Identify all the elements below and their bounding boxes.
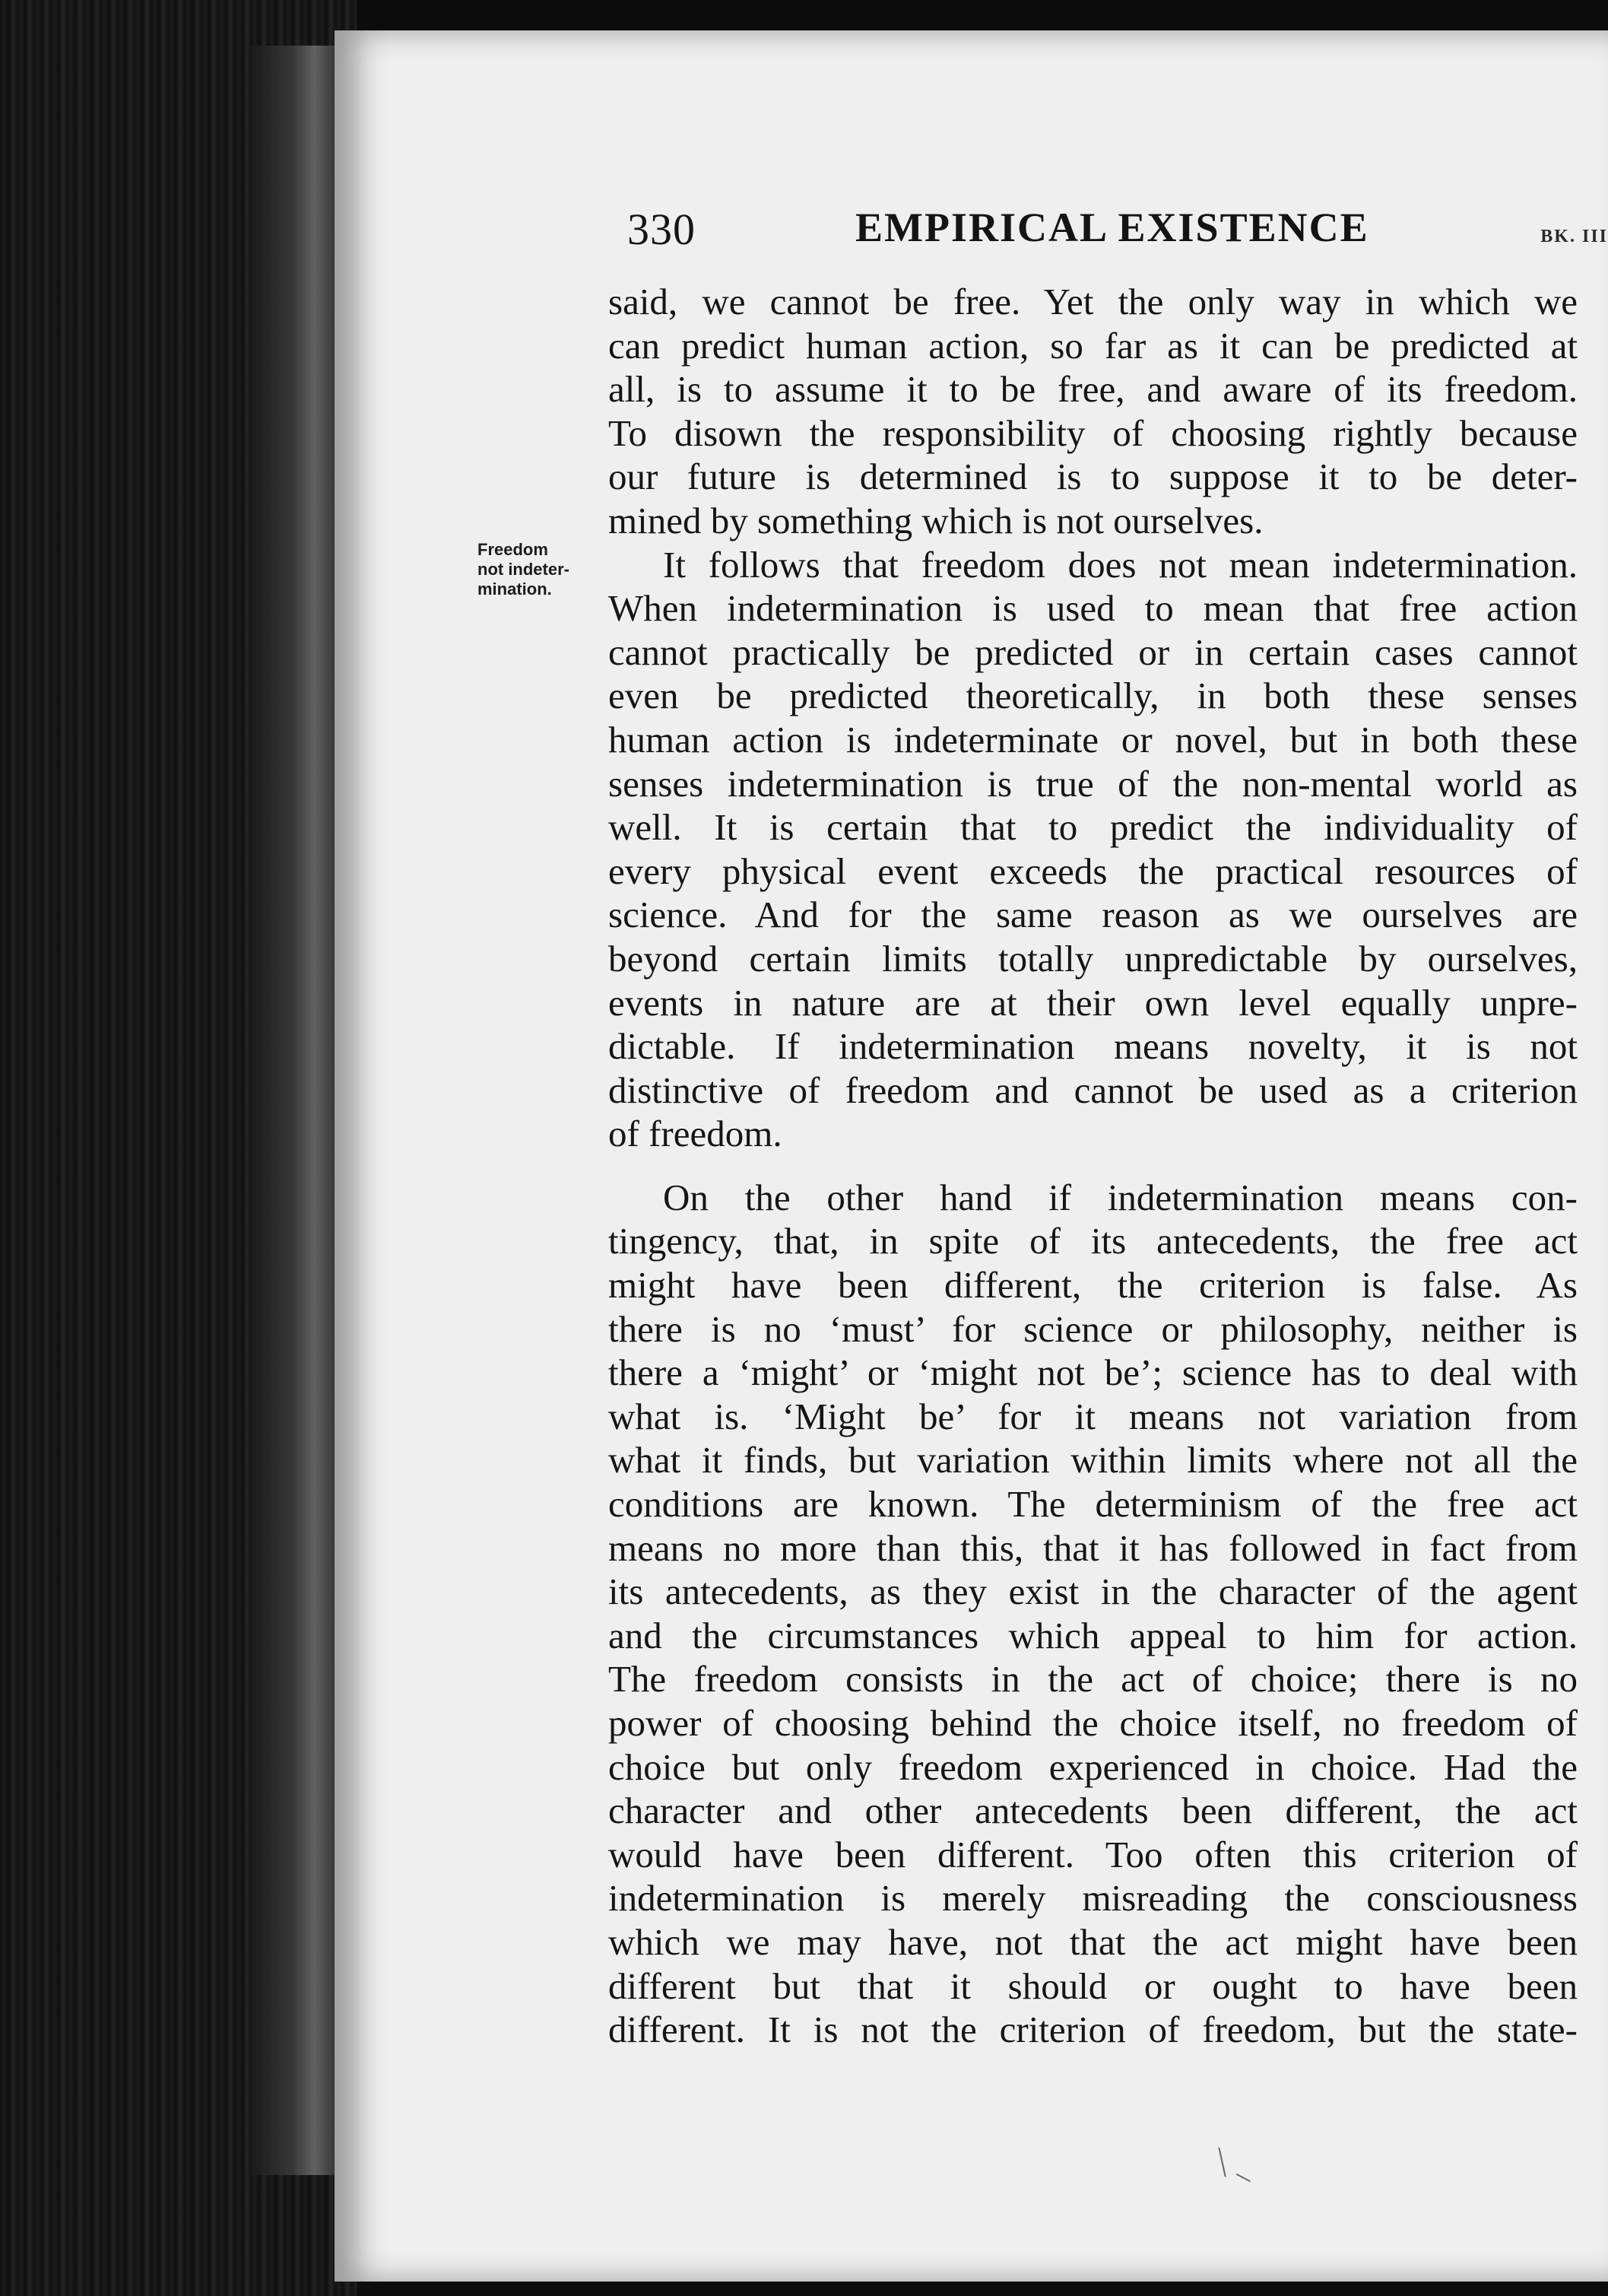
text-line: character and other antecedents been different, the act	[608, 1789, 1578, 1832]
text-line: mined by something which is not ourselves.	[608, 499, 1264, 541]
text-line: different but that it should or ought to have been	[608, 1964, 1578, 2007]
page-header	[627, 204, 1608, 272]
text-line: all, is to assume it to be free, and aware of its freedom.	[608, 368, 1578, 411]
book-marker: BK. III	[1540, 227, 1608, 246]
text-line: can predict human action, so far as it can be predicted at	[608, 324, 1578, 367]
text-line: what is. ‘Might be’ for it means not variation from	[608, 1395, 1578, 1437]
text-line: It follows that freedom does not mean indetermination.	[663, 543, 1578, 586]
text-line: of freedom.	[608, 1113, 782, 1155]
text-line: human action is indeterminate or novel, but in both these	[608, 718, 1578, 761]
text-line: beyond certain limits totally unpredictable by ourselves,	[608, 937, 1578, 980]
margin-note-line: mination.	[477, 580, 552, 599]
paragraph	[608, 1176, 1578, 2052]
text-line: On the other hand if indetermination means con-	[663, 1176, 1578, 1218]
text-line: cannot practically be predicted or in certain cases cannot	[608, 630, 1578, 673]
text-line: distinctive of freedom and cannot be used as a criterion	[608, 1069, 1578, 1111]
text-line: dictable. If indetermination means novelty, it is not	[608, 1025, 1578, 1068]
page-number: 330	[627, 205, 696, 254]
text-line: its antecedents, as they exist in the character of the agent	[608, 1570, 1578, 1613]
body-text	[608, 280, 1578, 2052]
text-line: conditions are known. The determinism of the free act	[608, 1483, 1578, 1526]
text-line: different. It is not the criterion of freedom, but the state-	[608, 2009, 1578, 2051]
text-line: would have been different. Too often this criterion of	[608, 1833, 1578, 1875]
text-line: and the circumstances which appeal to him for action.	[608, 1614, 1578, 1656]
text-line: events in nature are at their own level equally unpre-	[608, 981, 1578, 1024]
text-line: might have been different, the criterion is false. As	[608, 1264, 1578, 1307]
text-line: our future is determined is to suppose it to be deter-	[608, 456, 1578, 498]
text-line: choice but only freedom experienced in choice. Had the	[608, 1745, 1578, 1788]
text-line: tingency, that, in spite of its antecedents, the free act	[608, 1220, 1578, 1262]
text-line: power of choosing behind the choice itself, no freedom of	[608, 1702, 1578, 1744]
text-line: science. And for the same reason as we ourselves are	[608, 894, 1578, 936]
text-line: even be predicted theoretically, in both these senses	[608, 675, 1578, 717]
paragraph	[608, 280, 1578, 543]
text-line: well. It is certain that to predict the individuality of	[608, 806, 1578, 849]
margin-note-line: not indeter-	[477, 560, 569, 579]
paragraph-gap	[608, 1156, 1578, 1176]
text-line: what it finds, but variation within limits where not all the	[608, 1439, 1578, 1481]
text-line: When indetermination is used to mean that free action	[608, 587, 1578, 630]
text-line: To disown the responsibility of choosing rightly because	[608, 411, 1578, 454]
paragraph	[608, 543, 1578, 1156]
book-page-edge	[0, 0, 357, 2296]
text-line: indetermination is merely misreading the consciousness	[608, 1877, 1578, 1920]
margin-note	[477, 540, 607, 599]
ink-mark: ⟍ ‒	[1204, 2142, 1260, 2194]
text-line: said, we cannot be free. Yet the only way in which we	[608, 281, 1578, 322]
text-line: there a ‘might’ or ‘might not be’; science has to deal with	[608, 1351, 1578, 1394]
text-line: The freedom consists in the act of choice; there is no	[608, 1658, 1578, 1701]
text-line: which we may have, not that the act might have been	[608, 1920, 1578, 1963]
text-line: means no more than this, that it has followed in fact from	[608, 1526, 1578, 1569]
page-edge-shading	[251, 46, 342, 2175]
text-line: there is no ‘must’ for science or philosophy, neither is	[608, 1307, 1578, 1350]
text-line: senses indetermination is true of the non-mental world as	[608, 762, 1578, 805]
margin-note-line: Freedom	[477, 540, 548, 559]
text-line: every physical event exceeds the practical resources of	[608, 849, 1578, 892]
running-title: EMPIRICAL EXISTENCE	[855, 205, 1369, 250]
